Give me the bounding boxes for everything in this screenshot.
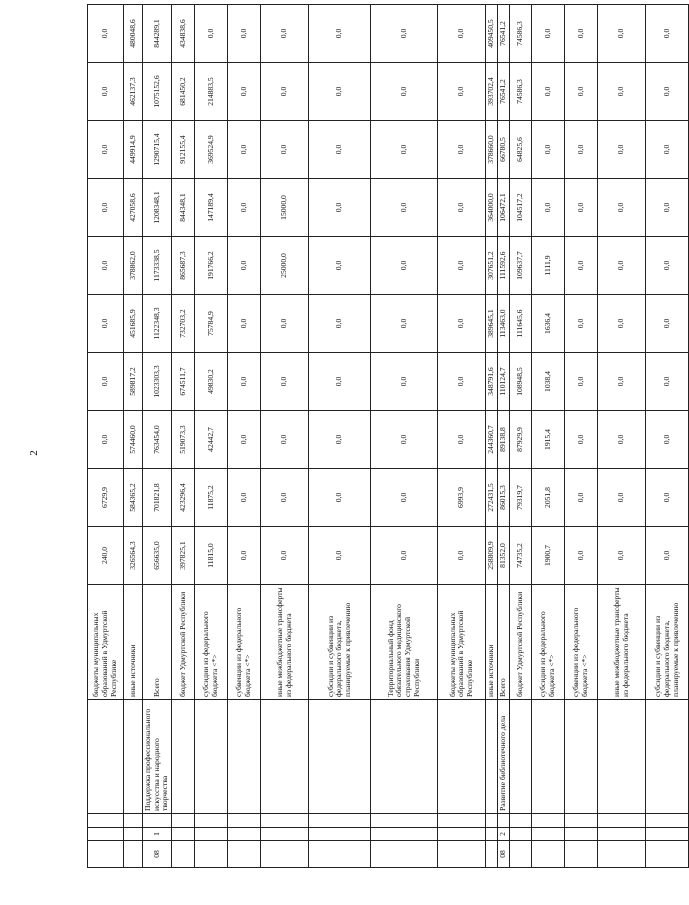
value-cell: 0,0 (646, 353, 689, 411)
value-cell: 763454,0 (143, 411, 172, 469)
table-row (371, 5, 438, 868)
value-cell: 0,0 (228, 179, 261, 237)
subprogram-code-cell (565, 828, 598, 841)
value-cell: 912155,4 (172, 121, 195, 179)
value-cell: 451685,9 (124, 295, 143, 353)
value-cell: 1915,4 (532, 411, 565, 469)
value-cell: 6729,9 (88, 469, 124, 527)
value-cell: 427058,6 (124, 179, 143, 237)
value-cell: 0,0 (309, 527, 371, 585)
value-cell: 108948,5 (510, 353, 532, 411)
value-cell: 109637,7 (510, 237, 532, 295)
subprogram-code-cell (532, 828, 565, 841)
value-cell: 25000,0 (261, 237, 309, 295)
subprogram-name-cell (646, 700, 689, 814)
table-row (565, 5, 598, 868)
funding-source-cell: субвенции из федерального бюджета <*> (565, 585, 598, 700)
value-cell: 0,0 (371, 237, 438, 295)
value-cell: 0,0 (598, 179, 646, 237)
program-code-cell (371, 841, 438, 868)
value-cell: 0,0 (646, 5, 689, 63)
value-cell: 0,0 (598, 63, 646, 121)
document-page (87, 5, 680, 868)
subprogram-name-cell (172, 700, 195, 814)
table-row (510, 5, 532, 868)
value-cell: 76541,2 (498, 63, 510, 121)
funding-source-cell: бюджеты муниципальных образований в Удмуртской Республике (438, 585, 486, 700)
funding-source-cell: бюджеты муниципальных образований в Удмуртской Республике (88, 585, 124, 700)
value-cell: 104517,2 (510, 179, 532, 237)
program-code-cell (124, 841, 143, 868)
funding-source-cell: Всего (143, 585, 172, 700)
value-cell: 656635,0 (143, 527, 172, 585)
value-cell: 64825,6 (510, 121, 532, 179)
budget-table (87, 4, 689, 868)
value-cell: 2051,8 (532, 469, 565, 527)
value-cell: 326564,3 (124, 527, 143, 585)
table-row (172, 5, 195, 868)
value-cell: 49830,2 (195, 353, 228, 411)
value-cell: 0,0 (565, 527, 598, 585)
value-cell: 0,0 (195, 5, 228, 63)
table-row (598, 5, 646, 868)
value-cell: 348791,6 (486, 353, 498, 411)
funding-source-cell: иные источники (124, 585, 143, 700)
value-cell: 0,0 (88, 237, 124, 295)
value-cell: 1290715,4 (143, 121, 172, 179)
extra-code-cell (598, 814, 646, 828)
value-cell: 0,0 (565, 237, 598, 295)
subprogram-name-cell (124, 700, 143, 814)
funding-source-cell: иные источники (486, 585, 498, 700)
value-cell: 0,0 (228, 353, 261, 411)
subprogram-code-cell (309, 828, 371, 841)
value-cell: 0,0 (309, 237, 371, 295)
value-cell: 0,0 (228, 5, 261, 63)
value-cell: 462137,3 (124, 63, 143, 121)
subprogram-name-cell (261, 700, 309, 814)
subprogram-name-cell (88, 700, 124, 814)
value-cell: 0,0 (309, 411, 371, 469)
value-cell: 0,0 (565, 179, 598, 237)
table-row (261, 5, 309, 868)
value-cell: 0,0 (309, 353, 371, 411)
value-cell: 307651,2 (486, 237, 498, 295)
subprogram-code-cell (598, 828, 646, 841)
value-cell: 79319,7 (510, 469, 532, 527)
value-cell: 397825,1 (172, 527, 195, 585)
value-cell: 0,0 (532, 121, 565, 179)
funding-source-cell: иные межбюджетные трансферты из федерального бюджета (261, 585, 309, 700)
value-cell: 1038,4 (532, 353, 565, 411)
extra-code-cell (532, 814, 565, 828)
value-cell: 0,0 (565, 295, 598, 353)
table-row (228, 5, 261, 868)
value-cell: 0,0 (646, 179, 689, 237)
value-cell: 0,0 (261, 295, 309, 353)
value-cell: 106472,1 (498, 179, 510, 237)
value-cell: 191766,2 (195, 237, 228, 295)
subprogram-code-cell (124, 828, 143, 841)
program-code-cell (438, 841, 486, 868)
value-cell: 0,0 (646, 237, 689, 295)
value-cell: 0,0 (371, 5, 438, 63)
program-code-cell (510, 841, 532, 868)
program-code-cell (486, 841, 498, 868)
value-cell: 701821,8 (143, 469, 172, 527)
value-cell: 0,0 (438, 237, 486, 295)
subprogram-name-cell (309, 700, 371, 814)
value-cell: 0,0 (598, 237, 646, 295)
value-cell: 147189,4 (195, 179, 228, 237)
value-cell: 589817,2 (124, 353, 143, 411)
value-cell: 0,0 (371, 295, 438, 353)
value-cell: 369524,9 (195, 121, 228, 179)
value-cell: 0,0 (371, 121, 438, 179)
value-cell: 6993,9 (438, 469, 486, 527)
program-code-cell: 08 (143, 841, 172, 868)
value-cell: 0,0 (309, 469, 371, 527)
funding-source-cell: бюджет Удмуртской Республики (172, 585, 195, 700)
subprogram-code-cell (371, 828, 438, 841)
value-cell: 0,0 (88, 411, 124, 469)
subprogram-name-cell (510, 700, 532, 814)
value-cell: 0,0 (438, 5, 486, 63)
extra-code-cell (88, 814, 124, 828)
value-cell: 378862,0 (124, 237, 143, 295)
funding-source-cell: Территориальный фонд обязательного медицинского страхования Удмуртской Республики (371, 585, 438, 700)
value-cell: 674511,7 (172, 353, 195, 411)
subprogram-code-cell: 2 (498, 828, 510, 841)
value-cell: 1111,9 (532, 237, 565, 295)
extra-code-cell (438, 814, 486, 828)
subprogram-name-cell (532, 700, 565, 814)
extra-code-cell (172, 814, 195, 828)
program-code-cell (228, 841, 261, 868)
table-row (438, 5, 486, 868)
value-cell: 681450,2 (172, 63, 195, 121)
value-cell: 0,0 (438, 411, 486, 469)
subprogram-name-cell (486, 700, 498, 814)
value-cell: 66780,5 (498, 121, 510, 179)
value-cell: 0,0 (228, 237, 261, 295)
subprogram-code-cell (228, 828, 261, 841)
value-cell: 0,0 (309, 121, 371, 179)
value-cell: 240,0 (88, 527, 124, 585)
value-cell: 87929,9 (510, 411, 532, 469)
value-cell: 0,0 (371, 411, 438, 469)
subprogram-code-cell (486, 828, 498, 841)
value-cell: 0,0 (565, 353, 598, 411)
subprogram-name-cell (598, 700, 646, 814)
funding-source-cell: Всего (498, 585, 510, 700)
extra-code-cell (228, 814, 261, 828)
table-row (124, 5, 143, 868)
value-cell: 74735,2 (510, 527, 532, 585)
value-cell: 42442,7 (195, 411, 228, 469)
funding-source-cell: субсидии и субвенции из федерального бюджета, планируемые к привлечению (309, 585, 371, 700)
value-cell: 0,0 (228, 469, 261, 527)
value-cell: 1173338,5 (143, 237, 172, 295)
value-cell: 409450,5 (486, 5, 498, 63)
value-cell: 732703,2 (172, 295, 195, 353)
value-cell: 81352,0 (498, 527, 510, 585)
value-cell: 76541,2 (498, 5, 510, 63)
table-row (646, 5, 689, 868)
value-cell: 1208348,1 (143, 179, 172, 237)
value-cell: 214883,5 (195, 63, 228, 121)
subprogram-name-cell (195, 700, 228, 814)
value-cell: 0,0 (88, 295, 124, 353)
value-cell: 519073,3 (172, 411, 195, 469)
value-cell: 378660,0 (486, 121, 498, 179)
value-cell: 393702,4 (486, 63, 498, 121)
value-cell: 0,0 (371, 63, 438, 121)
funding-source-cell: иные межбюджетные трансферты из федерального бюджета (598, 585, 646, 700)
value-cell: 1075152,6 (143, 63, 172, 121)
value-cell: 244360,7 (486, 411, 498, 469)
value-cell: 0,0 (371, 179, 438, 237)
page-number: 2 (27, 450, 40, 456)
value-cell: 0,0 (565, 121, 598, 179)
value-cell: 0,0 (598, 5, 646, 63)
program-code-cell (88, 841, 124, 868)
value-cell: 111645,6 (510, 295, 532, 353)
value-cell: 0,0 (228, 63, 261, 121)
program-code-cell: 08 (498, 841, 510, 868)
subprogram-name-cell (565, 700, 598, 814)
extra-code-cell (261, 814, 309, 828)
extra-code-cell (124, 814, 143, 828)
value-cell: 75784,9 (195, 295, 228, 353)
value-cell: 0,0 (371, 527, 438, 585)
value-cell: 0,0 (646, 469, 689, 527)
value-cell: 0,0 (228, 527, 261, 585)
value-cell: 423296,4 (172, 469, 195, 527)
program-code-cell (261, 841, 309, 868)
subprogram-code-cell (195, 828, 228, 841)
program-code-cell (565, 841, 598, 868)
value-cell: 272431,5 (486, 469, 498, 527)
value-cell: 844289,1 (143, 5, 172, 63)
program-code-cell (172, 841, 195, 868)
value-cell: 0,0 (309, 5, 371, 63)
value-cell: 0,0 (438, 295, 486, 353)
value-cell: 0,0 (261, 121, 309, 179)
value-cell: 865687,3 (172, 237, 195, 295)
value-cell: 0,0 (598, 411, 646, 469)
value-cell: 0,0 (88, 353, 124, 411)
value-cell: 0,0 (88, 5, 124, 63)
value-cell: 0,0 (598, 353, 646, 411)
subprogram-code-cell (261, 828, 309, 841)
value-cell: 0,0 (261, 63, 309, 121)
value-cell: 0,0 (371, 469, 438, 527)
table-row (498, 5, 510, 868)
value-cell: 1122348,3 (143, 295, 172, 353)
value-cell: 0,0 (261, 353, 309, 411)
value-cell: 0,0 (532, 5, 565, 63)
value-cell: 0,0 (598, 527, 646, 585)
value-cell: 11815,0 (195, 527, 228, 585)
value-cell: 0,0 (228, 121, 261, 179)
value-cell: 0,0 (261, 411, 309, 469)
value-cell: 0,0 (532, 179, 565, 237)
value-cell: 0,0 (371, 353, 438, 411)
value-cell: 0,0 (228, 411, 261, 469)
extra-code-cell (143, 814, 172, 828)
subprogram-code-cell (88, 828, 124, 841)
value-cell: 74586,3 (510, 5, 532, 63)
value-cell: 0,0 (598, 295, 646, 353)
value-cell: 74586,3 (510, 63, 532, 121)
table-row (143, 5, 172, 868)
extra-code-cell (309, 814, 371, 828)
subprogram-name-cell (438, 700, 486, 814)
value-cell: 89138,8 (498, 411, 510, 469)
value-cell: 0,0 (438, 527, 486, 585)
value-cell: 0,0 (565, 469, 598, 527)
value-cell: 0,0 (309, 179, 371, 237)
program-code-cell (532, 841, 565, 868)
value-cell: 574460,0 (124, 411, 143, 469)
value-cell: 0,0 (646, 121, 689, 179)
value-cell: 0,0 (88, 179, 124, 237)
value-cell: 0,0 (646, 295, 689, 353)
subprogram-code-cell (172, 828, 195, 841)
value-cell: 0,0 (532, 63, 565, 121)
value-cell: 0,0 (646, 527, 689, 585)
value-cell: 0,0 (598, 469, 646, 527)
table-row (195, 5, 228, 868)
value-cell: 0,0 (438, 63, 486, 121)
value-cell: 110124,7 (498, 353, 510, 411)
value-cell: 1023303,3 (143, 353, 172, 411)
extra-code-cell (486, 814, 498, 828)
table-row (309, 5, 371, 868)
value-cell: 434838,6 (172, 5, 195, 63)
value-cell: 449914,9 (124, 121, 143, 179)
funding-source-cell: субсидии из федерального бюджета <*> (532, 585, 565, 700)
extra-code-cell (195, 814, 228, 828)
table-row (532, 5, 565, 868)
value-cell: 86015,3 (498, 469, 510, 527)
extra-code-cell (510, 814, 532, 828)
value-cell: 0,0 (646, 63, 689, 121)
extra-code-cell (498, 814, 510, 828)
value-cell: 0,0 (88, 63, 124, 121)
program-code-cell (195, 841, 228, 868)
value-cell: 1900,7 (532, 527, 565, 585)
value-cell: 0,0 (309, 63, 371, 121)
value-cell: 1636,4 (532, 295, 565, 353)
value-cell: 113463,0 (498, 295, 510, 353)
value-cell: 844348,1 (172, 179, 195, 237)
funding-source-cell: субсидии из федерального бюджета <*> (195, 585, 228, 700)
value-cell: 0,0 (646, 411, 689, 469)
value-cell: 364000,0 (486, 179, 498, 237)
value-cell: 0,0 (261, 5, 309, 63)
value-cell: 0,0 (88, 121, 124, 179)
subprogram-code-cell: 1 (143, 828, 172, 841)
value-cell: 111592,6 (498, 237, 510, 295)
extra-code-cell (646, 814, 689, 828)
value-cell: 480048,6 (124, 5, 143, 63)
value-cell: 0,0 (565, 63, 598, 121)
value-cell: 389645,1 (486, 295, 498, 353)
value-cell: 0,0 (438, 353, 486, 411)
value-cell: 0,0 (309, 295, 371, 353)
value-cell: 0,0 (228, 295, 261, 353)
subprogram-code-cell (510, 828, 532, 841)
program-code-cell (309, 841, 371, 868)
value-cell: 0,0 (565, 411, 598, 469)
value-cell: 15000,0 (261, 179, 309, 237)
subprogram-name-cell (371, 700, 438, 814)
funding-source-cell: субвенции из федерального бюджета <*> (228, 585, 261, 700)
value-cell: 258809,9 (486, 527, 498, 585)
value-cell: 584365,2 (124, 469, 143, 527)
value-cell: 0,0 (598, 121, 646, 179)
funding-source-cell: бюджет Удмуртской Республики (510, 585, 532, 700)
value-cell: 0,0 (261, 527, 309, 585)
extra-code-cell (371, 814, 438, 828)
subprogram-name-cell: Развитие библиотечного дела (498, 700, 510, 814)
table-row (88, 5, 124, 868)
table-row (486, 5, 498, 868)
program-code-cell (646, 841, 689, 868)
program-code-cell (598, 841, 646, 868)
subprogram-name-cell (228, 700, 261, 814)
value-cell: 0,0 (438, 121, 486, 179)
value-cell: 0,0 (261, 469, 309, 527)
value-cell: 0,0 (565, 5, 598, 63)
subprogram-code-cell (646, 828, 689, 841)
value-cell: 0,0 (438, 179, 486, 237)
subprogram-code-cell (438, 828, 486, 841)
value-cell: 11875,2 (195, 469, 228, 527)
subprogram-name-cell: Поддержка профессионального искусства и народного творчества (143, 700, 172, 814)
table-body (88, 5, 689, 868)
extra-code-cell (565, 814, 598, 828)
funding-source-cell: субсидии и субвенции из федерального бюджета, планируемые к привлечению (646, 585, 689, 700)
